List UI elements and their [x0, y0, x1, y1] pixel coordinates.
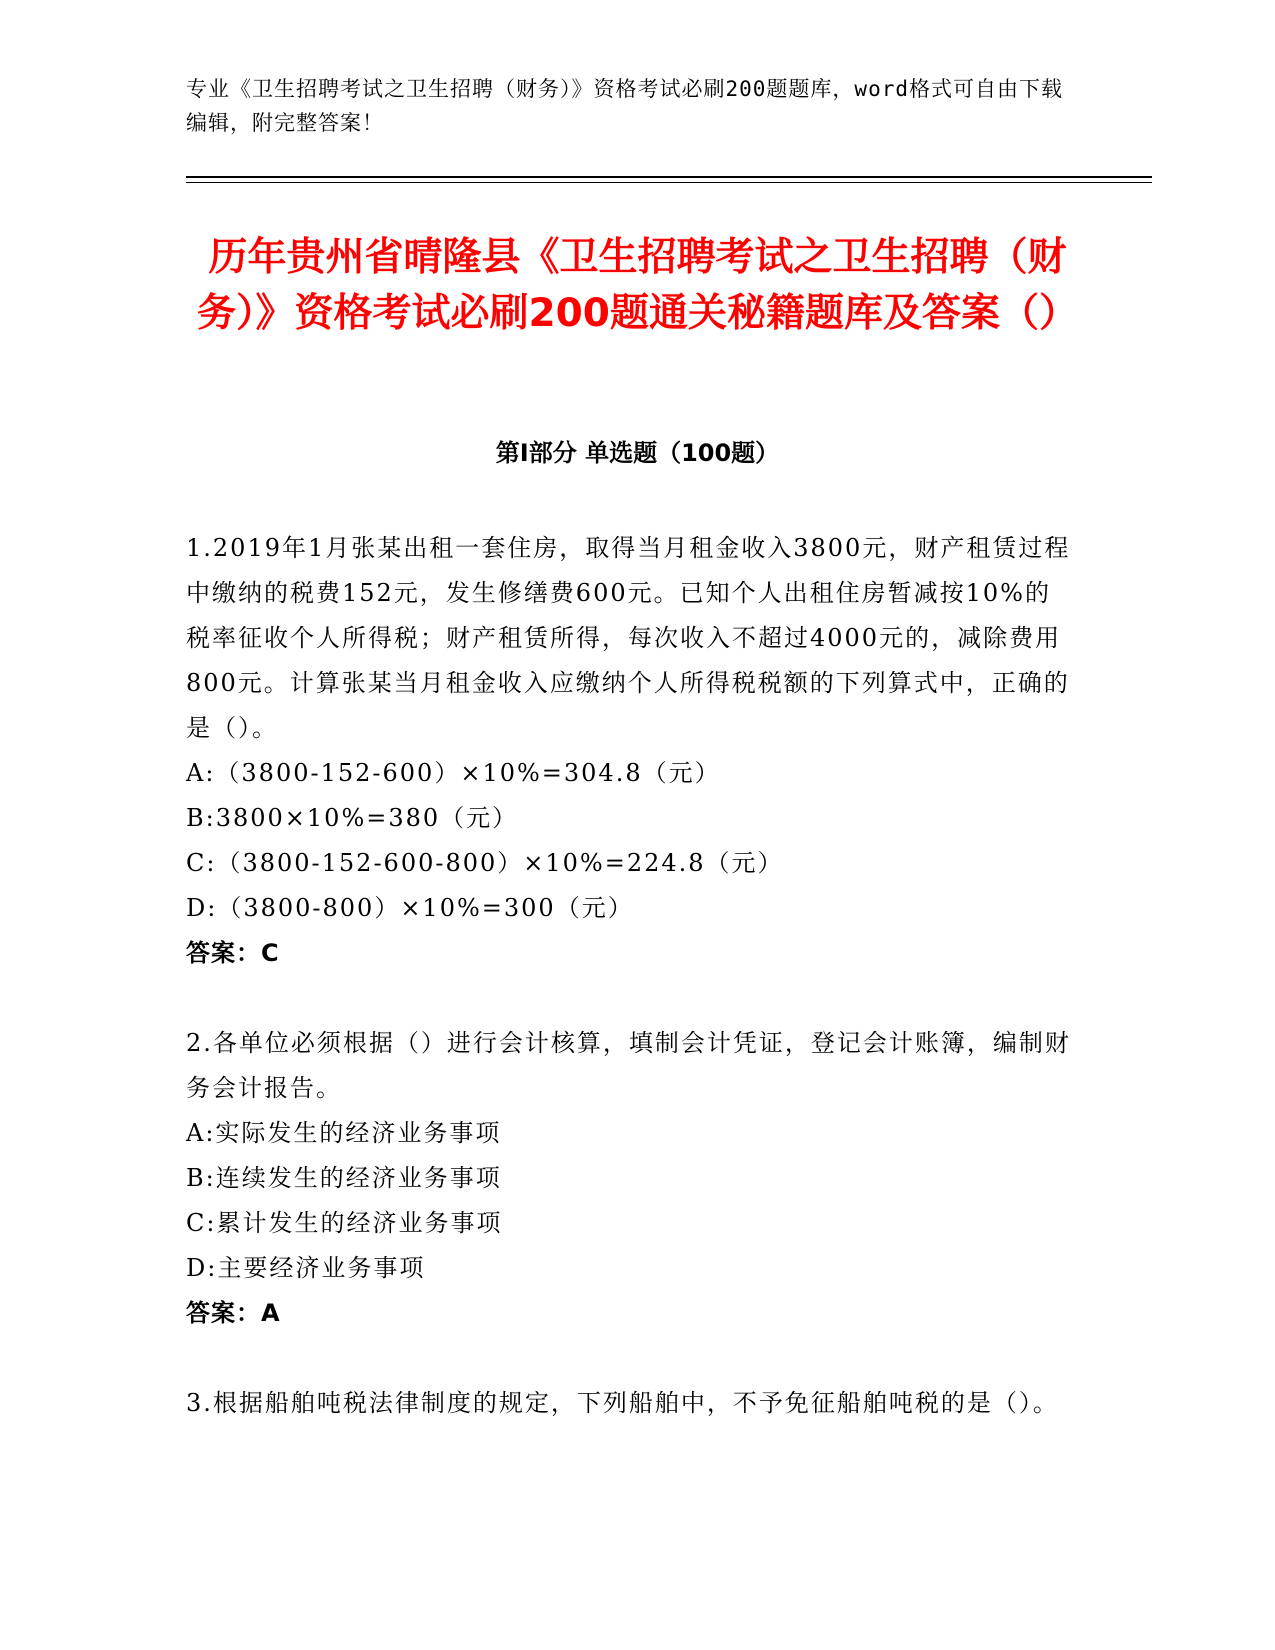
question-list — [186, 526, 1076, 1471]
question-3 — [186, 1381, 1076, 1426]
question-stem: 2.各单位必须根据（）进行会计核算，填制会计凭证，登记会计账簿，编制财务会计报告。 — [186, 1029, 1071, 1102]
option-a: A:实际发生的经济业务事项 — [186, 1119, 502, 1147]
option-b: B:3800×10%=380（元） — [186, 804, 519, 832]
section-heading: 第Ⅰ部分 单选题（100题） — [495, 439, 780, 467]
option-a: A:（3800-152-600）×10%=304.8（元） — [186, 759, 721, 787]
question-stem: 3.根据船舶吨税法律制度的规定，下列船舶中，不予免征船舶吨税的是（）。 — [186, 1389, 1059, 1417]
header-divider-thick — [186, 176, 1152, 178]
document-title: 历年贵州省晴隆县《卫生招聘考试之卫生招聘（财务）》资格考试必刷200题通关秘籍题库及答案（） — [197, 235, 1078, 336]
answer-line: 答案：C — [186, 939, 280, 967]
question-1 — [186, 526, 1076, 976]
option-d: D:主要经济业务事项 — [186, 1254, 426, 1282]
question-2 — [186, 1021, 1076, 1336]
answer-line: 答案：A — [186, 1299, 281, 1327]
header-note: 专业《卫生招聘考试之卫生招聘（财务）》资格考试必刷200题题库，word格式可自由下载编辑，附完整答案！ — [186, 77, 1063, 135]
option-b: B:连续发生的经济业务事项 — [186, 1164, 502, 1192]
option-d: D:（3800-800）×10%=300（元） — [186, 894, 634, 922]
option-c: C:（3800-152-600-800）×10%=224.8（元） — [186, 849, 784, 877]
header-divider-thin — [186, 182, 1152, 183]
option-c: C:累计发生的经济业务事项 — [186, 1209, 503, 1237]
question-stem: 1.2019年1月张某出租一套住房，取得当月租金收入3800元，财产租赁过程中缴纳的税费152元，发生修缮费600元。已知个人出租住房暂减按10%的税率征收个人所得税；财产租赁所得，每次收入不超过4000元的，减除费用800元。计算张某当月租金收入应缴纳个人所得税税额的下列算式中，正确的是（）。 — [186, 534, 1071, 742]
